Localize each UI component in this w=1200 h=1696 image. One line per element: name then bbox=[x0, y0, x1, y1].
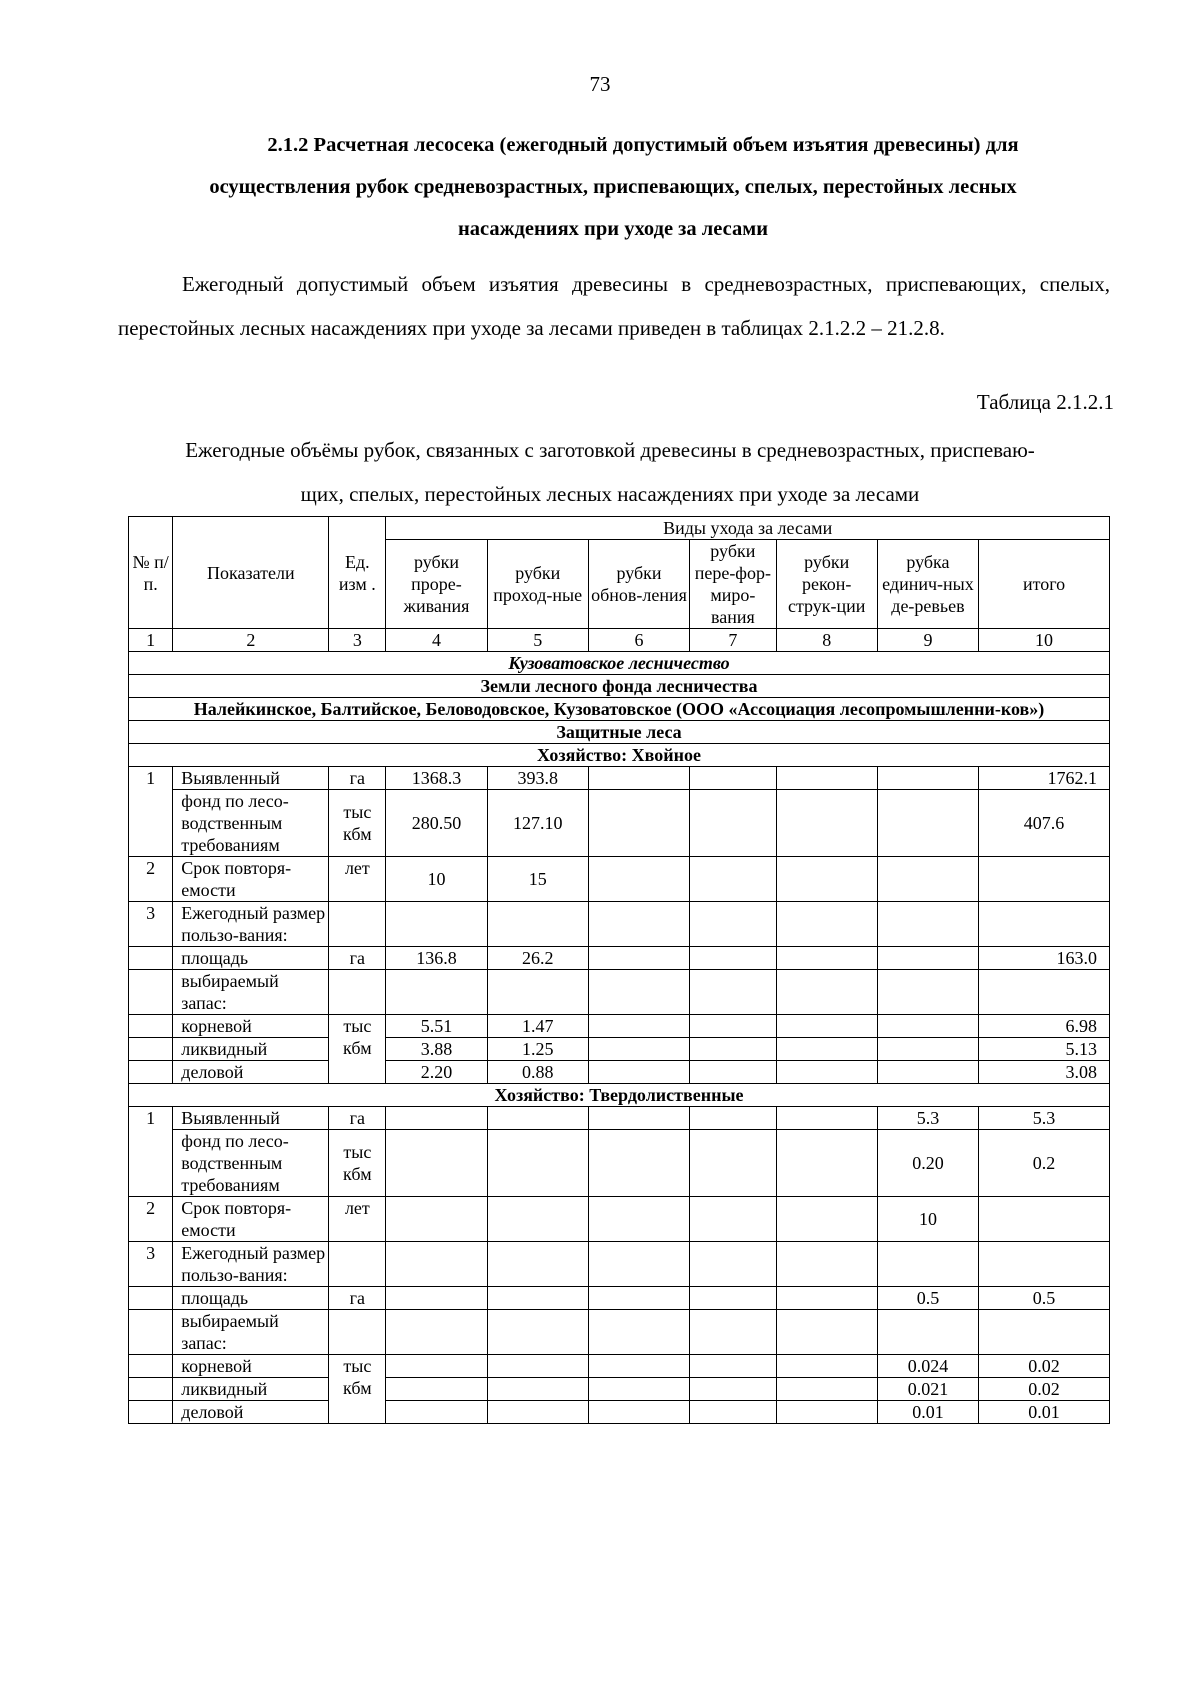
cell bbox=[776, 1197, 877, 1242]
cell bbox=[588, 1401, 689, 1424]
cell bbox=[487, 1401, 588, 1424]
cell bbox=[877, 1061, 978, 1084]
cell bbox=[776, 1242, 877, 1287]
cell bbox=[979, 1242, 1110, 1287]
cell: 5.3 bbox=[877, 1107, 978, 1130]
row-num: 2 bbox=[129, 857, 173, 902]
header-col-8: рубки рекон-струк-ции bbox=[776, 540, 877, 629]
cell bbox=[776, 1378, 877, 1401]
cell bbox=[588, 1015, 689, 1038]
row-unit: га bbox=[329, 1287, 386, 1310]
cell: 5.13 bbox=[979, 1038, 1110, 1061]
cell bbox=[690, 1130, 776, 1197]
cell: 0.024 bbox=[877, 1355, 978, 1378]
caption-line-1: Ежегодные объёмы рубок, связанных с заготовкой древесины в средневозрастных, приспеваю- bbox=[185, 438, 1035, 462]
cell bbox=[487, 1287, 588, 1310]
colnum: 2 bbox=[173, 629, 329, 652]
row-label: площадь bbox=[173, 947, 329, 970]
cell bbox=[588, 1242, 689, 1287]
cell bbox=[129, 970, 173, 1015]
cell bbox=[329, 902, 386, 947]
harvest-table bbox=[128, 516, 1110, 1424]
row-label: выбираемый запас: bbox=[173, 970, 329, 1015]
cell bbox=[690, 947, 776, 970]
cell bbox=[690, 767, 776, 790]
table-row bbox=[129, 857, 1110, 902]
cell: 136.8 bbox=[386, 947, 487, 970]
table-row bbox=[129, 1242, 1110, 1287]
cell bbox=[129, 1038, 173, 1061]
cell: 10 bbox=[386, 857, 487, 902]
cell bbox=[877, 1242, 978, 1287]
forestry-title: Кузоватовское лесничество bbox=[129, 652, 1110, 675]
heading-line-2: осуществления рубок средневозрастных, приспевающих, спелых, перестойных лесных bbox=[209, 176, 1017, 198]
colnum: 9 bbox=[877, 629, 978, 652]
cell bbox=[690, 902, 776, 947]
page-number: 73 bbox=[589, 72, 611, 96]
cell bbox=[877, 767, 978, 790]
table-row bbox=[129, 1038, 1110, 1061]
colnum: 5 bbox=[487, 629, 588, 652]
cell bbox=[776, 1107, 877, 1130]
table-row bbox=[129, 1378, 1110, 1401]
cell bbox=[386, 1197, 487, 1242]
colnum: 8 bbox=[776, 629, 877, 652]
row-label: корневой bbox=[173, 1355, 329, 1378]
cell bbox=[776, 1310, 877, 1355]
table-row bbox=[129, 1401, 1110, 1424]
cell bbox=[386, 970, 487, 1015]
cell bbox=[690, 970, 776, 1015]
cell bbox=[877, 857, 978, 902]
row-num: 1 bbox=[129, 1107, 173, 1197]
table-row bbox=[129, 767, 1110, 790]
cell bbox=[979, 902, 1110, 947]
row-num: 3 bbox=[129, 902, 173, 947]
cell bbox=[776, 1038, 877, 1061]
category-title: Защитные леса bbox=[129, 721, 1110, 744]
cell bbox=[690, 1287, 776, 1310]
cell: 2.20 bbox=[386, 1061, 487, 1084]
row-label: деловой bbox=[173, 1061, 329, 1084]
cell: 0.5 bbox=[877, 1287, 978, 1310]
cell: 163.0 bbox=[979, 947, 1110, 970]
table-row bbox=[129, 1130, 1110, 1197]
colnum: 10 bbox=[979, 629, 1110, 652]
table-row bbox=[129, 1107, 1110, 1130]
cell bbox=[487, 1197, 588, 1242]
cell: 0.02 bbox=[979, 1355, 1110, 1378]
cell bbox=[690, 1242, 776, 1287]
cell bbox=[690, 857, 776, 902]
cell bbox=[776, 1355, 877, 1378]
cell: 0.2 bbox=[979, 1130, 1110, 1197]
cell: 1368.3 bbox=[386, 767, 487, 790]
header-col-9: рубка единич-ных де-ревьев bbox=[877, 540, 978, 629]
cell bbox=[588, 902, 689, 947]
cell bbox=[776, 970, 877, 1015]
row-num: 1 bbox=[129, 767, 173, 857]
cell: 5.3 bbox=[979, 1107, 1110, 1130]
colnum: 7 bbox=[690, 629, 776, 652]
cell bbox=[329, 970, 386, 1015]
table-row bbox=[129, 947, 1110, 970]
cell bbox=[588, 1287, 689, 1310]
cell bbox=[487, 970, 588, 1015]
header-col-5: рубки проход-ные bbox=[487, 540, 588, 629]
header-col-10: итого bbox=[979, 540, 1110, 629]
cell: 1.25 bbox=[487, 1038, 588, 1061]
cell bbox=[979, 1197, 1110, 1242]
cell bbox=[690, 1355, 776, 1378]
table-row bbox=[129, 1015, 1110, 1038]
cell bbox=[588, 767, 689, 790]
row-unit: га bbox=[329, 947, 386, 970]
cell bbox=[690, 1015, 776, 1038]
cell bbox=[487, 1242, 588, 1287]
cell bbox=[877, 1310, 978, 1355]
cell bbox=[877, 970, 978, 1015]
cell bbox=[386, 1355, 487, 1378]
row-label: деловой bbox=[173, 1401, 329, 1424]
cell bbox=[588, 947, 689, 970]
row-unit: тыс кбм bbox=[329, 1355, 386, 1424]
cell bbox=[487, 1107, 588, 1130]
table-row bbox=[129, 1355, 1110, 1378]
cell bbox=[386, 1242, 487, 1287]
cell bbox=[487, 1378, 588, 1401]
row-unit: га bbox=[329, 1107, 386, 1130]
cell bbox=[588, 1107, 689, 1130]
cell bbox=[386, 1287, 487, 1310]
cell bbox=[588, 1130, 689, 1197]
colnum: 6 bbox=[588, 629, 689, 652]
cell bbox=[329, 1310, 386, 1355]
cell bbox=[690, 1378, 776, 1401]
colnum: 1 bbox=[129, 629, 173, 652]
cell bbox=[877, 947, 978, 970]
cell bbox=[979, 857, 1110, 902]
cell: 5.51 bbox=[386, 1015, 487, 1038]
header-indicator: Показатели bbox=[173, 517, 329, 629]
cell bbox=[776, 1015, 877, 1038]
table-row bbox=[129, 1310, 1110, 1355]
cell bbox=[487, 1130, 588, 1197]
lands-title: Земли лесного фонда лесничества bbox=[129, 675, 1110, 698]
cell bbox=[690, 1197, 776, 1242]
cell: 6.98 bbox=[979, 1015, 1110, 1038]
farm-title: Хозяйство: Хвойное bbox=[129, 744, 1110, 767]
cell bbox=[386, 1310, 487, 1355]
row-unit: лет bbox=[329, 857, 386, 902]
cell: 0.5 bbox=[979, 1287, 1110, 1310]
cell: 0.01 bbox=[877, 1401, 978, 1424]
cell bbox=[588, 1378, 689, 1401]
row-label: Ежегодный размер пользо-вания: bbox=[173, 1242, 329, 1287]
row-label: площадь bbox=[173, 1287, 329, 1310]
cell: 0.02 bbox=[979, 1378, 1110, 1401]
table-row bbox=[129, 790, 1110, 857]
cell bbox=[690, 1061, 776, 1084]
cell: 10 bbox=[877, 1197, 978, 1242]
cell bbox=[386, 902, 487, 947]
cell: 0.021 bbox=[877, 1378, 978, 1401]
cell bbox=[979, 1310, 1110, 1355]
colnum: 3 bbox=[329, 629, 386, 652]
heading-line-1: 2.1.2 Расчетная лесосека (ежегодный допустимый объем изъятия древесины) для bbox=[267, 134, 1019, 156]
cell bbox=[588, 1310, 689, 1355]
cell bbox=[776, 947, 877, 970]
section-heading bbox=[118, 124, 1108, 250]
cell: 407.6 bbox=[979, 790, 1110, 857]
row-unit: га bbox=[329, 767, 386, 790]
cell bbox=[329, 1242, 386, 1287]
cell bbox=[690, 1038, 776, 1061]
cell: 0.01 bbox=[979, 1401, 1110, 1424]
table-row bbox=[129, 902, 1110, 947]
cell bbox=[487, 902, 588, 947]
cell bbox=[690, 1107, 776, 1130]
row-label: ликвидный bbox=[173, 1378, 329, 1401]
caption-line-2: щих, спелых, перестойных лесных насаждениях при уходе за лесами bbox=[300, 482, 920, 506]
row-unit: лет bbox=[329, 1197, 386, 1242]
header-col-4: рубки проре-живания bbox=[386, 540, 487, 629]
row-label: Ежегодный размер пользо-вания: bbox=[173, 902, 329, 947]
cell bbox=[129, 1015, 173, 1038]
cell bbox=[386, 1401, 487, 1424]
cell bbox=[487, 1355, 588, 1378]
cell bbox=[129, 1310, 173, 1355]
heading-line-3: насаждениях при уходе за лесами bbox=[457, 218, 769, 240]
cell bbox=[776, 1287, 877, 1310]
header-col-6: рубки обнов-ления bbox=[588, 540, 689, 629]
cell bbox=[129, 947, 173, 970]
cell bbox=[129, 1287, 173, 1310]
table-row bbox=[129, 1287, 1110, 1310]
column-number-row bbox=[129, 629, 1110, 652]
cell bbox=[776, 790, 877, 857]
cell bbox=[776, 1061, 877, 1084]
header-row-1 bbox=[129, 517, 1110, 540]
cell bbox=[129, 1061, 173, 1084]
row-label: фонд по лесо-водственным требованиям bbox=[173, 790, 329, 857]
row-label: Выявленный bbox=[173, 767, 329, 790]
header-unit: Ед. изм . bbox=[329, 517, 386, 629]
cell bbox=[690, 1401, 776, 1424]
cell bbox=[979, 970, 1110, 1015]
row-num: 3 bbox=[129, 1242, 173, 1287]
row-unit: тыс кбм bbox=[329, 1015, 386, 1084]
cell bbox=[588, 1038, 689, 1061]
cell: 15 bbox=[487, 857, 588, 902]
cell bbox=[386, 1107, 487, 1130]
cell bbox=[877, 1038, 978, 1061]
cell bbox=[877, 790, 978, 857]
cell bbox=[776, 857, 877, 902]
cell: 0.20 bbox=[877, 1130, 978, 1197]
row-label: Выявленный bbox=[173, 1107, 329, 1130]
row-unit: тыс кбм bbox=[329, 790, 386, 857]
cell bbox=[776, 902, 877, 947]
cell bbox=[877, 1015, 978, 1038]
cell: 3.08 bbox=[979, 1061, 1110, 1084]
cell bbox=[776, 1130, 877, 1197]
cell bbox=[588, 1355, 689, 1378]
row-label: корневой bbox=[173, 1015, 329, 1038]
header-group: Виды ухода за лесами bbox=[386, 517, 1110, 540]
cell bbox=[877, 902, 978, 947]
farm-title: Хозяйство: Твердолиственные bbox=[129, 1084, 1110, 1107]
cell bbox=[588, 970, 689, 1015]
table-row bbox=[129, 1061, 1110, 1084]
cell bbox=[386, 1130, 487, 1197]
row-label: ликвидный bbox=[173, 1038, 329, 1061]
cell bbox=[588, 1061, 689, 1084]
cell bbox=[588, 857, 689, 902]
table-row bbox=[129, 1197, 1110, 1242]
intro-paragraph: Ежегодный допустимый объем изъятия древесины в средневозрастных, приспевающих, спелых, перестойных лесных насаждениях при уходе за лесами приведен в таблицах 2.1.2.2 – 21.2.8. bbox=[118, 272, 1110, 340]
row-label: Срок повторя-емости bbox=[173, 857, 329, 902]
cell: 393.8 bbox=[487, 767, 588, 790]
cell bbox=[776, 1401, 877, 1424]
cell: 280.50 bbox=[386, 790, 487, 857]
cell bbox=[588, 1197, 689, 1242]
cell: 127.10 bbox=[487, 790, 588, 857]
cell bbox=[386, 1378, 487, 1401]
header-col-7: рубки пере-фор-миро-вания bbox=[690, 540, 776, 629]
cell bbox=[690, 1310, 776, 1355]
table-number: Таблица 2.1.2.1 bbox=[976, 390, 1114, 414]
subdivision-title: Налейкинское, Балтийское, Беловодовское, Кузоватовское (ООО «Ассоциация лесопромышленни-ков») bbox=[129, 698, 1110, 721]
header-num: № п/ п. bbox=[129, 517, 173, 629]
row-unit: тыс кбм bbox=[329, 1130, 386, 1197]
cell bbox=[690, 790, 776, 857]
cell: 1762.1 bbox=[979, 767, 1110, 790]
row-label: фонд по лесо-водственным требованиям bbox=[173, 1130, 329, 1197]
cell bbox=[129, 1355, 173, 1378]
row-label: Срок повторя-емости bbox=[173, 1197, 329, 1242]
cell: 1.47 bbox=[487, 1015, 588, 1038]
cell bbox=[588, 790, 689, 857]
cell: 26.2 bbox=[487, 947, 588, 970]
row-label: выбираемый запас: bbox=[173, 1310, 329, 1355]
cell bbox=[487, 1310, 588, 1355]
colnum: 4 bbox=[386, 629, 487, 652]
cell bbox=[776, 767, 877, 790]
cell: 3.88 bbox=[386, 1038, 487, 1061]
cell bbox=[129, 1378, 173, 1401]
cell bbox=[129, 1401, 173, 1424]
cell: 0.88 bbox=[487, 1061, 588, 1084]
row-num: 2 bbox=[129, 1197, 173, 1242]
table-caption bbox=[100, 428, 1120, 516]
table-row bbox=[129, 970, 1110, 1015]
